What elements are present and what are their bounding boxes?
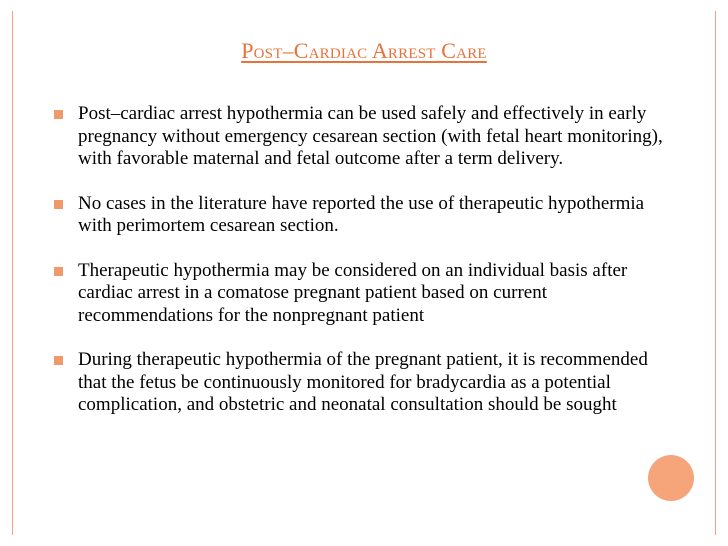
bullet-item [54,260,674,328]
square-bullet-icon [54,267,63,276]
bullet-item [54,349,674,417]
circle-decoration-icon [648,455,694,501]
bullet-text: Post–cardiac arrest hypothermia can be used safely and effectively in early pregnancy without emergency cesarean section (with fetal heart monitoring), with favorable maternal and fetal outcome after a term delivery. [78,103,663,169]
bullet-text: Therapeutic hypothermia may be considered on an individual basis after cardiac arrest in a comatose pregnant patient based on current recommendations for the nonpregnant patient [78,259,628,326]
bullet-text: During therapeutic hypothermia of the pregnant patient, it is recommended that the fetus be continuously monitored for bradycardia as a potential complication, and obstetric and neonatal consultation should be sought [78,349,648,415]
bullet-text: No cases in the literature have reported the use of therapeutic hypothermia with perimortem cesarean section. [78,192,645,236]
square-bullet-icon [54,356,63,365]
bullet-item [54,103,674,171]
bullet-item [54,193,674,238]
slide-title: Post–Cardiac Arrest Care [241,38,487,63]
square-bullet-icon [54,110,63,119]
bullet-list [54,103,674,439]
left-border-line [12,11,13,535]
right-border-line [715,11,716,535]
square-bullet-icon [54,200,63,209]
